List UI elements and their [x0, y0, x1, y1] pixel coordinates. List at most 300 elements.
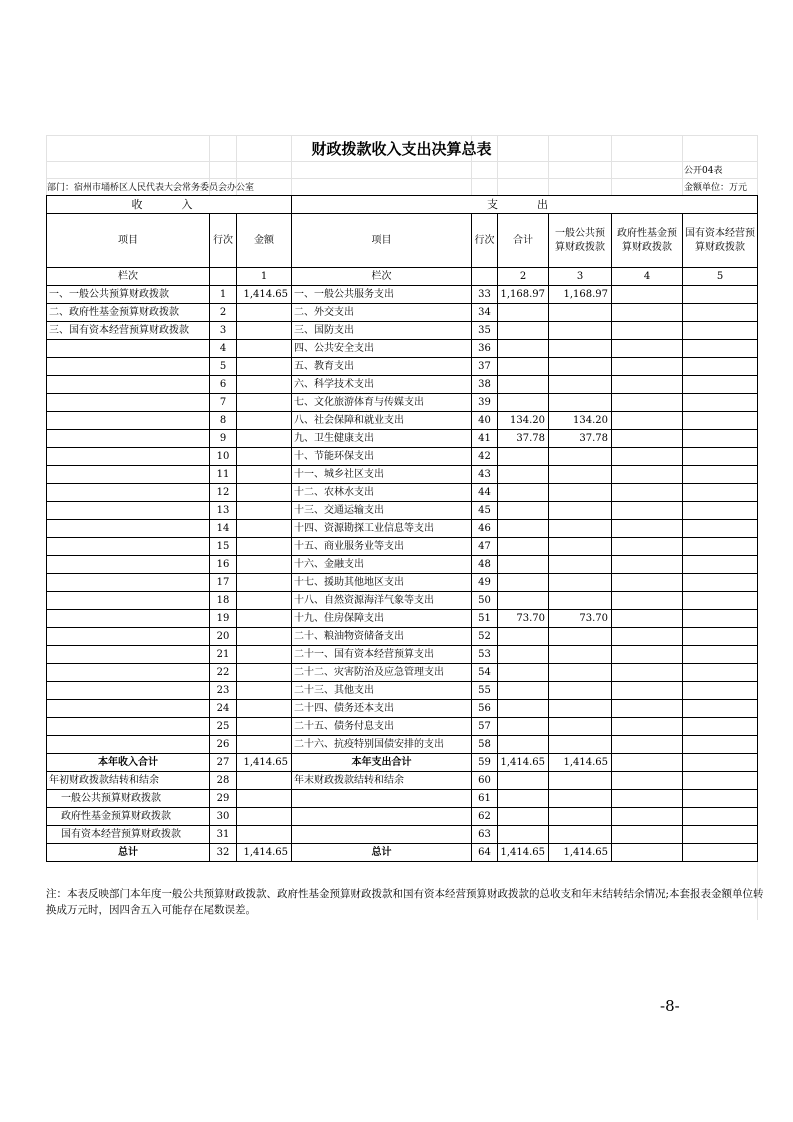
- index-c2: 2: [498, 268, 549, 286]
- income-amount: [237, 412, 292, 430]
- table-row: [47, 736, 758, 754]
- expense-general: [549, 304, 612, 322]
- expense-general: 1,414.65: [549, 844, 612, 862]
- table-row: [47, 610, 758, 628]
- income-amount: [237, 430, 292, 448]
- income-row-no: 4: [210, 340, 237, 358]
- expense-state-capital: [683, 718, 758, 736]
- section-header-row: [47, 196, 758, 214]
- expense-total: 1,414.65: [498, 844, 549, 862]
- expense-state-capital: [683, 286, 758, 304]
- expense-state-capital: [683, 520, 758, 538]
- income-item: [47, 592, 210, 610]
- subtotal-row: [47, 754, 758, 772]
- expense-general: 1,168.97: [549, 286, 612, 304]
- table-row: [47, 538, 758, 556]
- expense-general: [549, 808, 612, 826]
- table-row: [47, 484, 758, 502]
- expense-row-no: 61: [472, 790, 498, 808]
- expense-gov-fund: [612, 718, 683, 736]
- expense-row-no: 34: [472, 304, 498, 322]
- expense-general: [549, 340, 612, 358]
- header-item: 项目: [47, 214, 210, 268]
- expense-state-capital: [683, 808, 758, 826]
- income-amount: [237, 574, 292, 592]
- expense-row-no: 46: [472, 520, 498, 538]
- expense-total: [498, 556, 549, 574]
- table-row: [47, 466, 758, 484]
- income-item: [47, 412, 210, 430]
- income-amount: 1,414.65: [237, 844, 292, 862]
- expense-gov-fund: [612, 520, 683, 538]
- expense-item: [292, 808, 472, 826]
- income-row-no: 14: [210, 520, 237, 538]
- income-row-no: 30: [210, 808, 237, 826]
- income-item: 国有资本经营预算财政拨款: [47, 826, 210, 844]
- income-item: 一般公共预算财政拨款: [47, 790, 210, 808]
- grid-line: [46, 135, 757, 136]
- expense-general: [549, 574, 612, 592]
- expense-row-no: 53: [472, 646, 498, 664]
- expense-total: [498, 340, 549, 358]
- expense-row-no: 37: [472, 358, 498, 376]
- expense-row-no: 57: [472, 718, 498, 736]
- index-blank: [210, 268, 237, 286]
- income-row-no: 24: [210, 700, 237, 718]
- expense-gov-fund: [612, 754, 683, 772]
- header-general: 一般公共预算财政拨款: [549, 214, 612, 268]
- expense-general: [549, 448, 612, 466]
- expense-row-no: 47: [472, 538, 498, 556]
- income-amount: [237, 682, 292, 700]
- expense-gov-fund: [612, 682, 683, 700]
- income-amount: [237, 610, 292, 628]
- expense-row-no: 56: [472, 700, 498, 718]
- income-item: [47, 718, 210, 736]
- expense-gov-fund: [612, 772, 683, 790]
- income-amount: [237, 520, 292, 538]
- table-row: [47, 394, 758, 412]
- expense-gov-fund: [612, 664, 683, 682]
- expense-row-no: 36: [472, 340, 498, 358]
- expense-item: 二十四、债务还本支出: [292, 700, 472, 718]
- expense-row-no: 38: [472, 376, 498, 394]
- expense-state-capital: [683, 592, 758, 610]
- header-amount: 金额: [237, 214, 292, 268]
- expense-row-no: 35: [472, 322, 498, 340]
- expense-row-no: 48: [472, 556, 498, 574]
- table-row: [47, 682, 758, 700]
- expense-row-no: 52: [472, 628, 498, 646]
- expense-row-no: 55: [472, 682, 498, 700]
- expense-state-capital: [683, 772, 758, 790]
- expense-gov-fund: [612, 430, 683, 448]
- expense-item: 六、科学技术支出: [292, 376, 472, 394]
- expense-item: 五、教育支出: [292, 358, 472, 376]
- expense-state-capital: [683, 646, 758, 664]
- expense-general: [549, 592, 612, 610]
- expense-row-no: 44: [472, 484, 498, 502]
- expense-total: [498, 502, 549, 520]
- expense-gov-fund: [612, 340, 683, 358]
- expense-item: 七、文化旅游体育与传媒支出: [292, 394, 472, 412]
- expense-total: [498, 682, 549, 700]
- expense-row-no: 39: [472, 394, 498, 412]
- expense-total: [498, 628, 549, 646]
- expense-item: 八、社会保障和就业支出: [292, 412, 472, 430]
- income-row-no: 6: [210, 376, 237, 394]
- income-row-no: 20: [210, 628, 237, 646]
- index-blank: [472, 268, 498, 286]
- expense-gov-fund: [612, 304, 683, 322]
- expense-total: [498, 664, 549, 682]
- expense-general: 134.20: [549, 412, 612, 430]
- expense-total: [498, 574, 549, 592]
- expense-state-capital: [683, 736, 758, 754]
- income-item: 总计: [47, 844, 210, 862]
- income-amount: 1,414.65: [237, 754, 292, 772]
- income-row-no: 10: [210, 448, 237, 466]
- expense-total: [498, 520, 549, 538]
- table-row: [47, 448, 758, 466]
- income-row-no: 22: [210, 664, 237, 682]
- income-amount: [237, 808, 292, 826]
- expense-gov-fund: [612, 286, 683, 304]
- income-item: [47, 538, 210, 556]
- expense-row-no: 54: [472, 664, 498, 682]
- expense-state-capital: [683, 754, 758, 772]
- income-row-no: 13: [210, 502, 237, 520]
- index-c3: 3: [549, 268, 612, 286]
- table-row: [47, 502, 758, 520]
- expense-item: 二十、粮油物资储备支出: [292, 628, 472, 646]
- income-amount: [237, 394, 292, 412]
- income-item: [47, 430, 210, 448]
- expense-general: [549, 538, 612, 556]
- income-amount: [237, 376, 292, 394]
- expense-item: 二十二、灾害防治及应急管理支出: [292, 664, 472, 682]
- expense-gov-fund: [612, 394, 683, 412]
- income-amount: [237, 790, 292, 808]
- expense-section-header: 支 出: [292, 196, 758, 214]
- income-row-no: 5: [210, 358, 237, 376]
- expense-item: 四、公共安全支出: [292, 340, 472, 358]
- income-item: [47, 376, 210, 394]
- expense-state-capital: [683, 358, 758, 376]
- income-row-no: 28: [210, 772, 237, 790]
- income-amount: [237, 592, 292, 610]
- expense-total: [498, 466, 549, 484]
- expense-general: [549, 358, 612, 376]
- expense-gov-fund: [612, 466, 683, 484]
- expense-total: [498, 394, 549, 412]
- income-item: [47, 520, 210, 538]
- expense-total: [498, 700, 549, 718]
- grid-line: [46, 161, 757, 162]
- expense-item: 一、一般公共服务支出: [292, 286, 472, 304]
- table-row: [47, 520, 758, 538]
- table-row: [47, 430, 758, 448]
- index-c5: 5: [683, 268, 758, 286]
- expense-item: 十三、交通运输支出: [292, 502, 472, 520]
- expense-state-capital: [683, 340, 758, 358]
- expense-item: 十四、资源勘探工业信息等支出: [292, 520, 472, 538]
- income-row-no: 16: [210, 556, 237, 574]
- table-row: [47, 376, 758, 394]
- income-amount: [237, 466, 292, 484]
- header-gov-fund: 政府性基金预算财政拨款: [612, 214, 683, 268]
- expense-item: 本年支出合计: [292, 754, 472, 772]
- header-state-capital: 国有资本经营预算财政拨款: [683, 214, 758, 268]
- expense-gov-fund: [612, 412, 683, 430]
- income-amount: [237, 772, 292, 790]
- expense-row-no: 58: [472, 736, 498, 754]
- income-amount: [237, 538, 292, 556]
- income-item: [47, 556, 210, 574]
- income-item: [47, 358, 210, 376]
- income-amount: [237, 502, 292, 520]
- index-c4: 4: [612, 268, 683, 286]
- table-row: [47, 700, 758, 718]
- income-row-no: 27: [210, 754, 237, 772]
- expense-total: [498, 538, 549, 556]
- expense-total: [498, 592, 549, 610]
- table-row: [47, 286, 758, 304]
- header-row-no: 行次: [210, 214, 237, 268]
- expense-row-no: 43: [472, 466, 498, 484]
- expense-row-no: 40: [472, 412, 498, 430]
- expense-total: 1,168.97: [498, 286, 549, 304]
- expense-item: [292, 790, 472, 808]
- expense-gov-fund: [612, 736, 683, 754]
- expense-total: [498, 322, 549, 340]
- column-index-row: [47, 268, 758, 286]
- index-label2: 栏次: [292, 268, 472, 286]
- income-item: [47, 628, 210, 646]
- expense-item: 二十五、债务付息支出: [292, 718, 472, 736]
- expense-state-capital: [683, 430, 758, 448]
- income-amount: [237, 358, 292, 376]
- expense-item: 十九、住房保障支出: [292, 610, 472, 628]
- expense-general: 73.70: [549, 610, 612, 628]
- expense-state-capital: [683, 682, 758, 700]
- expense-gov-fund: [612, 556, 683, 574]
- expense-gov-fund: [612, 628, 683, 646]
- expense-row-no: 62: [472, 808, 498, 826]
- income-row-no: 23: [210, 682, 237, 700]
- income-amount: [237, 646, 292, 664]
- expense-general: [549, 556, 612, 574]
- expense-state-capital: [683, 484, 758, 502]
- income-item: [47, 466, 210, 484]
- expense-state-capital: [683, 610, 758, 628]
- carryover-row: [47, 826, 758, 844]
- income-row-no: 31: [210, 826, 237, 844]
- expense-state-capital: [683, 826, 758, 844]
- expense-gov-fund: [612, 448, 683, 466]
- income-item: 一、一般公共预算财政拨款: [47, 286, 210, 304]
- expense-general: [549, 520, 612, 538]
- expense-row-no: 63: [472, 826, 498, 844]
- form-code: 公开04表: [684, 166, 723, 176]
- income-row-no: 32: [210, 844, 237, 862]
- expense-gov-fund: [612, 484, 683, 502]
- table-row: [47, 304, 758, 322]
- expense-general: [549, 826, 612, 844]
- income-row-no: 25: [210, 718, 237, 736]
- expense-gov-fund: [612, 808, 683, 826]
- expense-state-capital: [683, 412, 758, 430]
- expense-item: 十二、农林水支出: [292, 484, 472, 502]
- expense-item: 十七、援助其他地区支出: [292, 574, 472, 592]
- expense-total: [498, 718, 549, 736]
- expense-gov-fund: [612, 592, 683, 610]
- income-row-no: 17: [210, 574, 237, 592]
- expense-state-capital: [683, 466, 758, 484]
- expense-general: [549, 772, 612, 790]
- income-item: [47, 574, 210, 592]
- expense-item: 九、卫生健康支出: [292, 430, 472, 448]
- expense-general: [549, 664, 612, 682]
- income-item: [47, 664, 210, 682]
- income-amount: [237, 718, 292, 736]
- income-item: [47, 736, 210, 754]
- expense-state-capital: [683, 448, 758, 466]
- income-row-no: 12: [210, 484, 237, 502]
- expense-gov-fund: [612, 358, 683, 376]
- expense-state-capital: [683, 700, 758, 718]
- expense-item: [292, 826, 472, 844]
- table-row: [47, 628, 758, 646]
- expense-item: 十、节能环保支出: [292, 448, 472, 466]
- expense-total: [498, 376, 549, 394]
- expense-total: 134.20: [498, 412, 549, 430]
- expense-item: 十六、金融支出: [292, 556, 472, 574]
- carryover-row: [47, 772, 758, 790]
- income-row-no: 19: [210, 610, 237, 628]
- expense-general: [549, 790, 612, 808]
- table-row: [47, 412, 758, 430]
- expense-gov-fund: [612, 844, 683, 862]
- income-row-no: 1: [210, 286, 237, 304]
- expense-item: 二十一、国有资本经营预算支出: [292, 646, 472, 664]
- income-amount: [237, 736, 292, 754]
- expense-item: 二十六、抗疫特别国债安排的支出: [292, 736, 472, 754]
- expense-row-no: 45: [472, 502, 498, 520]
- expense-row-no: 42: [472, 448, 498, 466]
- income-item: [47, 394, 210, 412]
- expense-state-capital: [683, 664, 758, 682]
- expense-state-capital: [683, 394, 758, 412]
- expense-row-no: 64: [472, 844, 498, 862]
- expense-general: [549, 502, 612, 520]
- expense-state-capital: [683, 574, 758, 592]
- income-item: [47, 610, 210, 628]
- expense-total: [498, 448, 549, 466]
- expense-general: [549, 466, 612, 484]
- expense-gov-fund: [612, 646, 683, 664]
- header-item2: 项目: [292, 214, 472, 268]
- expense-general: [549, 646, 612, 664]
- income-row-no: 3: [210, 322, 237, 340]
- expense-total: [498, 790, 549, 808]
- income-section-header: 收 入: [47, 196, 292, 214]
- income-item: [47, 448, 210, 466]
- income-row-no: 18: [210, 592, 237, 610]
- expense-item: 十八、自然资源海洋气象等支出: [292, 592, 472, 610]
- expense-state-capital: [683, 628, 758, 646]
- income-item: 本年收入合计: [47, 754, 210, 772]
- table-row: [47, 556, 758, 574]
- table-row: [47, 664, 758, 682]
- expense-state-capital: [683, 844, 758, 862]
- expense-total: 37.78: [498, 430, 549, 448]
- page-number: -8-: [660, 997, 680, 1015]
- expense-total: [498, 646, 549, 664]
- income-item: [47, 340, 210, 358]
- income-item: [47, 484, 210, 502]
- income-item: 三、国有资本经营预算财政拨款: [47, 322, 210, 340]
- expense-row-no: 33: [472, 286, 498, 304]
- expense-item: 三、国防支出: [292, 322, 472, 340]
- income-item: 政府性基金预算财政拨款: [47, 808, 210, 826]
- expense-state-capital: [683, 376, 758, 394]
- income-amount: [237, 340, 292, 358]
- expense-row-no: 59: [472, 754, 498, 772]
- expense-general: [549, 484, 612, 502]
- expense-gov-fund: [612, 538, 683, 556]
- income-item: [47, 700, 210, 718]
- expense-total: [498, 826, 549, 844]
- income-row-no: 11: [210, 466, 237, 484]
- income-row-no: 15: [210, 538, 237, 556]
- expense-general: [549, 718, 612, 736]
- column-header-row: [47, 214, 758, 268]
- footnote: 注：本表反映部门本年度一般公共预算财政拨款、政府性基金预算财政拨款和国有资本经营预算财政拨款的总收支和年末结转结余情况;本套报表金额单位转换成万元时，因四舍五入可能存在尾数误差。: [46, 888, 764, 916]
- table-row: [47, 358, 758, 376]
- income-amount: [237, 484, 292, 502]
- income-item: 年初财政拨款结转和结余: [47, 772, 210, 790]
- expense-gov-fund: [612, 376, 683, 394]
- expense-total: [498, 808, 549, 826]
- expense-general: [549, 700, 612, 718]
- expense-total: [498, 304, 549, 322]
- index-label: 栏次: [47, 268, 210, 286]
- income-row-no: 21: [210, 646, 237, 664]
- expense-total: [498, 736, 549, 754]
- table-row: [47, 574, 758, 592]
- expense-item: 二十三、其他支出: [292, 682, 472, 700]
- expense-row-no: 50: [472, 592, 498, 610]
- income-amount: [237, 664, 292, 682]
- expense-gov-fund: [612, 322, 683, 340]
- expense-state-capital: [683, 556, 758, 574]
- expense-state-capital: [683, 790, 758, 808]
- table-row: [47, 718, 758, 736]
- carryover-row: [47, 790, 758, 808]
- expense-general: [549, 394, 612, 412]
- expense-state-capital: [683, 538, 758, 556]
- expense-item: 十五、商业服务业等支出: [292, 538, 472, 556]
- expense-gov-fund: [612, 574, 683, 592]
- expense-gov-fund: [612, 826, 683, 844]
- expense-general: [549, 682, 612, 700]
- expense-state-capital: [683, 502, 758, 520]
- expense-row-no: 51: [472, 610, 498, 628]
- expense-total: 1,414.65: [498, 754, 549, 772]
- expense-item: 十一、城乡社区支出: [292, 466, 472, 484]
- header-total: 合计: [498, 214, 549, 268]
